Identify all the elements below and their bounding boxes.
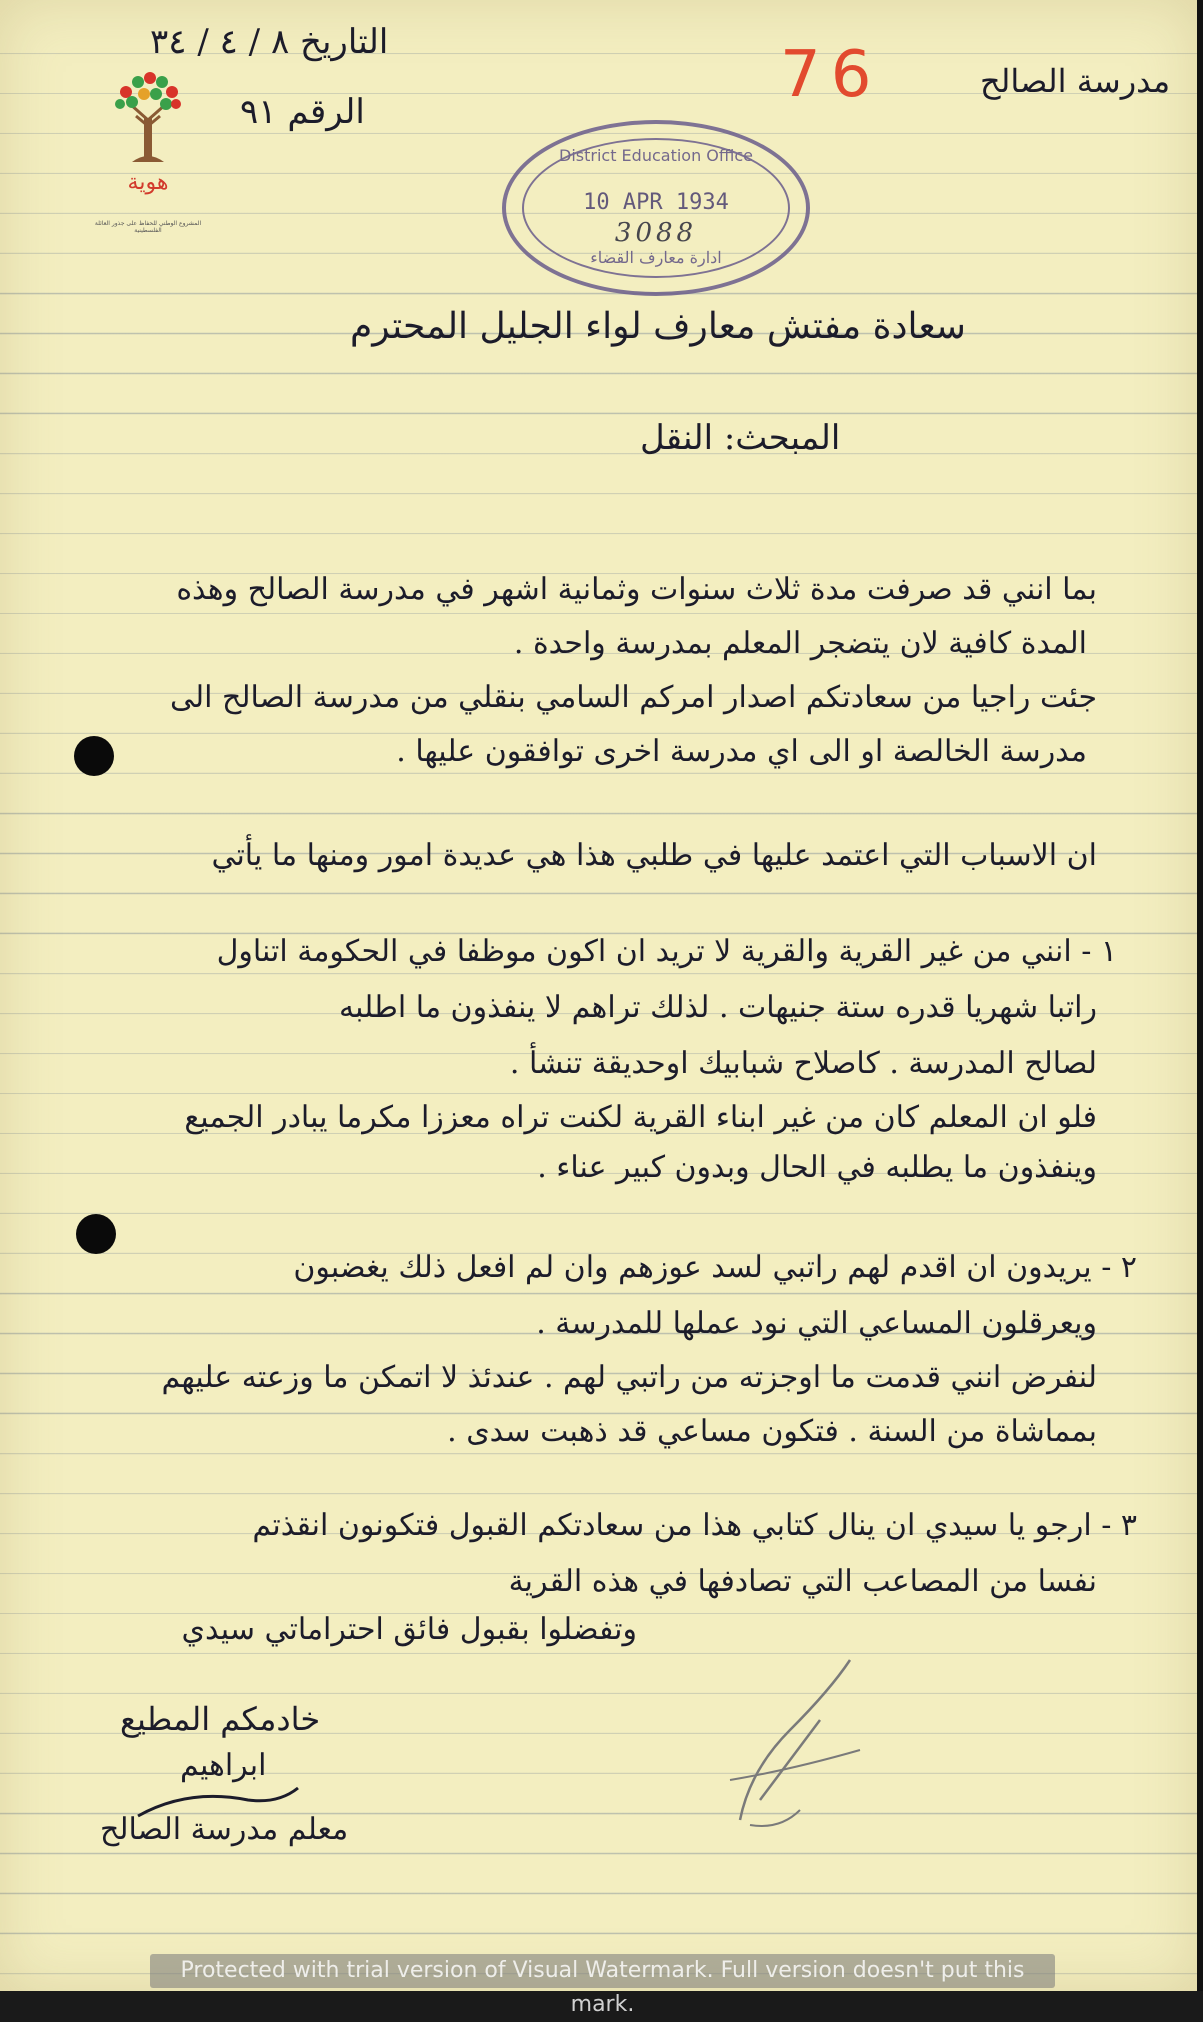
reason-3-line: ٣ - ارجو يا سيدي ان ينال كتابي هذا من سعادتكم القبول فتكونون انقذتم [252, 1508, 1137, 1543]
paragraph-1-line: مدرسة الخالصة او الى اي مدرسة اخرى توافقون عليها . [396, 734, 1087, 769]
reason-1-line: راتبا شهريا قدره ستة جنيهات . لذلك تراهم لا ينفذون ما اطلبه [338, 990, 1097, 1025]
paragraph-1-line: المدة كافية لان يتضجر المعلم بمدرسة واحدة . [513, 626, 1087, 661]
stamp-date: 10 APR 1934 [583, 190, 729, 215]
stamp-arabic: ادارة معارف القضاء [590, 248, 722, 267]
reason-2-line: ويعرقلون المساعي التي نود عملها للمدرسة . [536, 1306, 1097, 1341]
tree-icon [108, 70, 188, 170]
logo-subtitle: المشروع الوطني للحفاظ على جذور العائلة الفلسطينية [94, 220, 202, 234]
punch-hole [76, 1214, 116, 1254]
reason-1-line: ١ - انني من غير القرية والقرية لا تريد ان اكون موظفا في الحكومة اتناول [216, 934, 1117, 969]
punch-hole [74, 736, 114, 776]
reference-number: الرقم ٩١ [240, 92, 365, 132]
reason-1-line: لصالح المدرسة . كاصلاح شبابيك اوحديقة تنشأ . [509, 1046, 1097, 1081]
folio-number: 76 [780, 38, 882, 112]
date-label: التاريخ ٨ / ٤ / ٣٤ [150, 22, 389, 62]
reason-2-line: لنفرض انني قدمت ما اوجزته من راتبي لهم . عندئذ لا اتمكن ما وزعته عليهم [161, 1360, 1097, 1395]
received-stamp [502, 120, 810, 296]
paragraph-1-line: بما انني قد صرفت مدة ثلاث سنوات وثمانية اشهر في مدرسة الصالح وهذه [176, 572, 1097, 607]
signature: ابراهيم [180, 1748, 267, 1783]
scan-edge [1197, 0, 1203, 1991]
watermark-bar: Protected with trial version of Visual Watermark. Full version doesn't put this mark. [150, 1954, 1055, 1988]
paragraph-1-line: جئت راجيا من سعادتكم اصدار امركم السامي بنقلي من مدرسة الصالح الى [169, 680, 1097, 715]
stamp-number: 3088 [614, 218, 698, 248]
reason-3-line: نفسا من المصاعب التي تصادفها في هذه القرية [508, 1564, 1097, 1599]
reason-1-line: وينفذون ما يطلبه في الحال وبدون كبير عناء . [537, 1150, 1097, 1185]
logo-title: هوية [127, 170, 169, 195]
salutation: سعادة مفتش معارف لواء الجليل المحترم [350, 306, 966, 347]
signoff-title: معلم مدرسة الصالح [100, 1812, 349, 1847]
school-name: مدرسة الصالح [980, 62, 1171, 100]
closing-line: وتفضلوا بقبول فائق احتراماتي سيدي [181, 1612, 637, 1647]
subject-line: المبحث: النقل [640, 418, 841, 458]
reason-2-line: ٢ - يريدون ان اقدم لهم راتبي لسد عوزهم وان لم افعل ذلك يغضبون [293, 1250, 1137, 1285]
reasons-intro: ان الاسباب التي اعتمد عليها في طلبي هذا هي عديدة امور ومنها ما يأتي [211, 838, 1097, 873]
reason-2-line: بمماشاة من السنة . فتكون مساعي قد ذهبت سدى . [447, 1414, 1097, 1449]
reason-1-line: فلو ان المعلم كان من غير ابناء القرية لكنت تراه معززا مكرما يبادر الجميع [184, 1100, 1097, 1135]
signoff-servant: خادمكم المطيع [120, 1700, 321, 1738]
inspector-initial-mark [720, 1650, 870, 1840]
hawiya-logo [94, 70, 202, 240]
stamp-office: District Education Office [559, 146, 753, 165]
